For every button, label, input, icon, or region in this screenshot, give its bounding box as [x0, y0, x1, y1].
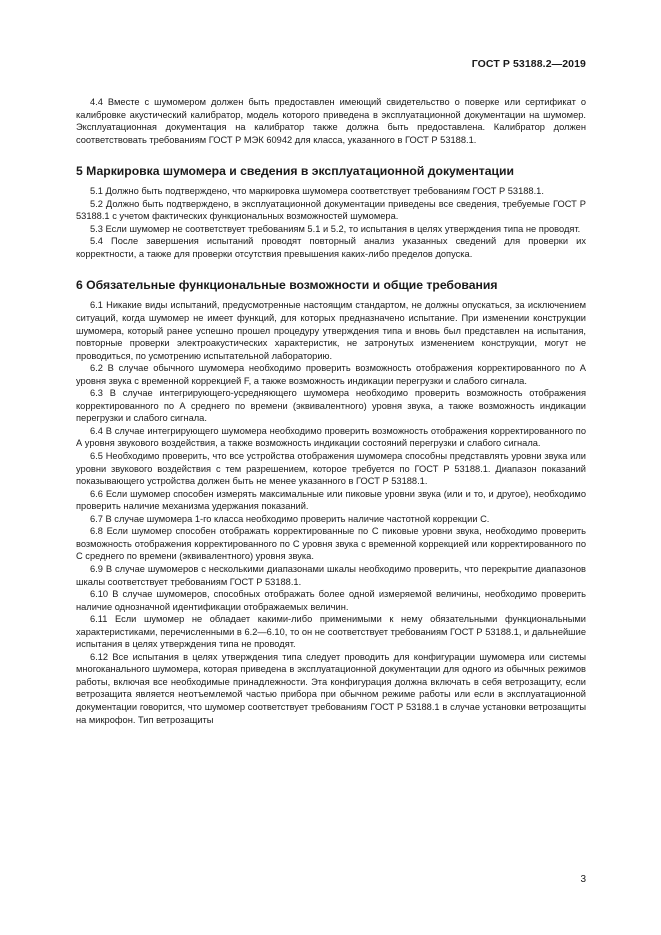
paragraph-5-1: 5.1 Должно быть подтверждено, что маркировка шумомера соответствует требованиям ГОСТ Р 53188.1.: [90, 186, 544, 197]
paragraph-6-7: 6.7 В случае шумомера 1-го класса необходимо проверить наличие частотной коррекции С.: [90, 513, 490, 524]
paragraph-6-8: 6.8 Если шумомер способен отображать корректированные по С пиковые уровни звука, необходимо проверить возможность отображения корректированного по С уровня звука с временной коррекцией или корректированного по С среднего по времени (эквивалентного) уровня звука.: [76, 526, 586, 562]
paragraph-6-2: 6.2 В случае обычного шумомера необходимо проверить возможность отображения корректированного по А уровня звука с временной коррекцией F, а также возможность индикации перегрузки и слабого сигнала.: [76, 363, 586, 386]
document-id-header: ГОСТ Р 53188.2—2019: [471, 58, 586, 70]
paragraph-6-6: 6.6 Если шумомер способен измерять максимальные или пиковые уровни звука (или и то, и другое), необходимо проверить наличие механизма удержания показаний.: [76, 488, 586, 512]
paragraph-4-4: 4.4 Вместе с шумомером должен быть предоставлен имеющий свидетельство о поверке или сертификат о калибровке акустический калибратор, модель которого приведена в эксплуатационной документации на шумомер. Эксплуатационная документация на калибратор также должна быть предоставлена. Калибратор должен соответствовать требованиям ГОСТ Р МЭК 60942 для класса, указанного в ГОСТ Р 53188.1.: [76, 97, 586, 145]
paragraph-6-1: 6.1 Никакие виды испытаний, предусмотренные настоящим стандартом, не должны опускаться, за исключением ситуаций, когда шумомер не имеет функций, для которых предназначено испытание. При изменении конструкции шумомера, который ранее успешно прошел процедуру утверждения типа и вновь был представлен на испытания, повторные проверки электроакустических характеристик, не затронутых изменением конструкции, могут не проводиться, по усмотрению испытательной лабораторию.: [76, 300, 586, 361]
paragraph-5-4: 5.4 После завершения испытаний проводят повторный анализ указанных сведений для проверки их корректности, а также для проверки отсутствия превышения каких-либо пределов допуска.: [76, 236, 586, 259]
paragraph-5-3: 5.3 Если шумомер не соответствует требованиям 5.1 и 5.2, то испытания в целях утверждения типа не проводят.: [90, 223, 581, 234]
paragraph-6-3: 6.3 В случае интегрирующего-усредняющего шумомера необходимо проверить возможность отображения корректированного по А среднего по времени (эквивалентного) уровня звука, а также возможность индикации перегрузки и слабого сигнала.: [76, 388, 586, 424]
paragraph-6-12: 6.12 Все испытания в целях утверждения типа следует проводить для конфигурации шумомера или системы многоканального шумомера, которая приведена в эксплуатационной документации для одного из обычных режимов работы, включая все необходимые принадлежности. Эта конфигурация должна включать в себя ветрозащиту, если ветрозащита является неотъемлемой частью прибора при обычном режиме работы или если в эксплуатационной документации говорится, что шумомер соответствует требованиям ГОСТ Р 53188.1 в случае установки ветрозащиты на микрофон. Тип ветрозащиты: [76, 651, 586, 725]
paragraph-6-4: 6.4 В случае интегрирующего шумомера необходимо проверить возможность отображения корректированного по А уровня звукового воздействия, а также возможность индикации состояний перегрузки и слабого сигнала.: [76, 425, 586, 449]
paragraph-5-2: 5.2 Должно быть подтверждено, в эксплуатационной документации приведены все сведения, требуемые ГОСТ Р 53188.1 с учетом фактических функциональных возможностей шумомера.: [76, 198, 586, 222]
section-5-heading: 5 Маркировка шумомера и сведения в эксплуатационной документации: [76, 164, 515, 179]
paragraph-6-9: 6.9 В случае шумомеров с несколькими диапазонами шкалы необходимо проверить, что перекрытие диапазонов шкалы соответствует требованиям ГОСТ Р 53188.1.: [76, 563, 586, 587]
paragraph-6-5: 6.5 Необходимо проверить, что все устройства отображения шумомера способны представлять уровни звука или уровни звукового воздействия с тем разрешением, которое требуется по ГОСТ Р 53188.1. Диапазон показаний показывающего устройства должен быть не менее указанного в ГОСТ Р 53188.1.: [76, 451, 586, 487]
document-body: [76, 96, 586, 726]
page-number: 3: [580, 874, 586, 885]
paragraph-6-10: 6.10 В случае шумомеров, способных отображать более одной измеряемой величины, необходимо проверить наличие однозначной идентификации отображаемых величин.: [76, 589, 586, 612]
section-6-heading: 6 Обязательные функциональные возможности и общие требования: [76, 278, 498, 293]
paragraph-6-11: 6.11 Если шумомер не обладает какими-либо применимыми к нему обязательными функциональными характеристиками, перечисленными в 6.2—6.10, то он не соответствует требованиям ГОСТ Р 53188.1, и дальнейшие испытания в целях утверждения типа не проводят.: [76, 614, 586, 650]
